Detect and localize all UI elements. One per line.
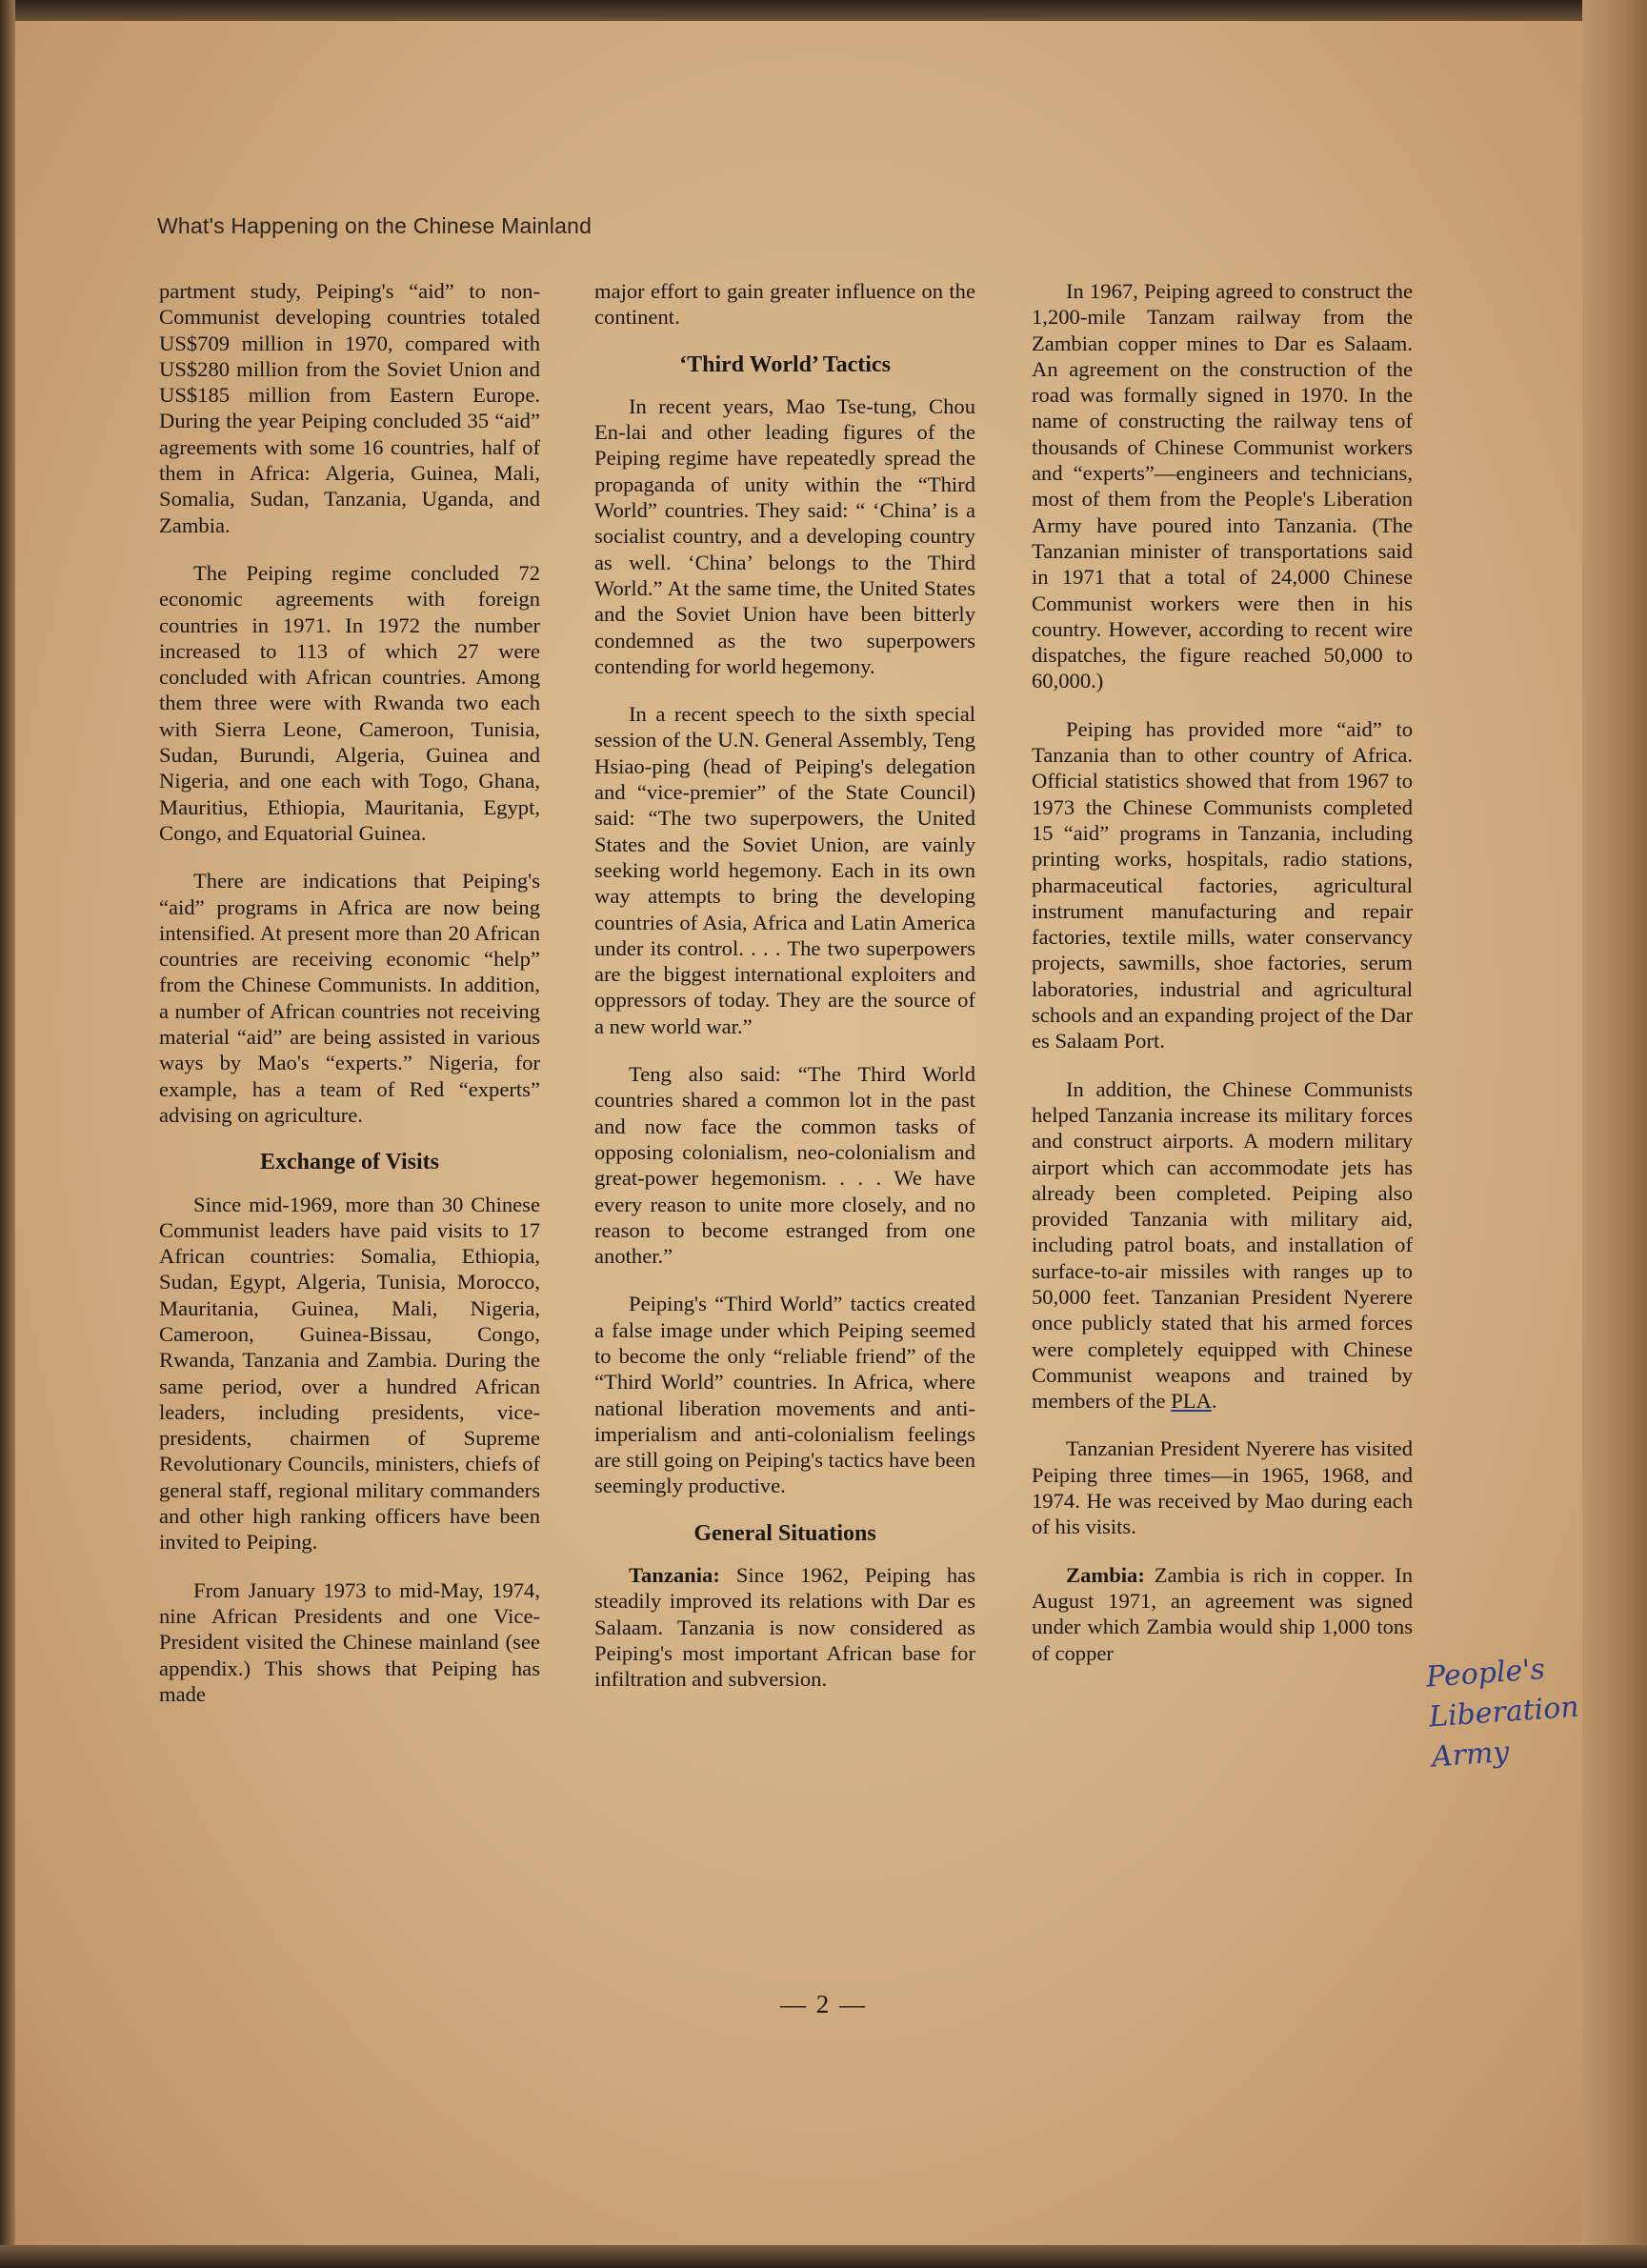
paragraph: In 1967, Peiping agreed to construct the 1,200-mile Tanzam railway from the Zambian copper mines to Dar es Salaam. An agreement on the construction of the road was formally signed in 1970. In the name of constructing the railway tens of thousands of Chinese Communist workers and “experts”—engineers and technicians, most of them from the People's Liberation Army have poured into Tanzania. (The Tanzanian minister of transportations said in 1971 that a total of 24,000 Chinese Communist workers were then in his country. However, according to recent wire dispatches, the figure reached 50,000 to 60,000.)	[1032, 279, 1413, 693]
column-1	[159, 278, 540, 1729]
section-heading: Exchange of Visits	[259, 1150, 439, 1175]
paragraph	[594, 1562, 975, 1692]
handwritten-line: People's	[1425, 1653, 1547, 1695]
section-heading: General Situations	[693, 1520, 876, 1546]
running-head: What's Happening on the Chinese Mainland	[157, 213, 593, 238]
paragraph	[1032, 1076, 1413, 1415]
country-label: Zambia:	[1066, 1562, 1145, 1587]
paragraph: Peiping has provided more “aid” to Tanzania than to other country of Africa. Official statistics showed that from 1967 to 1973 the Chinese Communists completed 15 “aid” programs in Tanzania, including printing works, hospitals, radio stations, pharmaceutical factories, agricultural instrument manufacturing and repair factories, textile mills, water conservancy projects, sawmills, shoe factories, serum laboratories, industrial and agricultural schools and an expanding project of the Dar es Salaam Port.	[1032, 716, 1413, 1054]
paragraph: There are indications that Peiping's “aid” programs in Africa are now being intensified. At present more than 20 African countries are receiving economic “help” from the Chinese Communists. In addition, a number of African countries not receiving material “aid” are being assisted in various ways by Mao's “experts.” Nigeria, for example, has a team of Red “experts” advising on agriculture.	[159, 869, 540, 1127]
page-edge-right	[1582, 0, 1647, 2268]
page-edge-top	[0, 0, 1647, 21]
page-number: — 2 —	[780, 1990, 867, 2018]
pla-abbreviation: PLA	[1171, 1389, 1212, 1414]
paragraph: Tanzanian President Nyerere has visited Peiping three times—in 1965, 1968, and 1974. He was received by Mao during each of his visits.	[1032, 1436, 1413, 1539]
handwritten-line: Liberation	[1427, 1690, 1580, 1735]
paragraph-text: In addition, the Chinese Communists helped Tanzania increase its military forces and construct airports. A modern military airport which can accommodate jets has already been completed. Peiping also provided Tanzania with military aid, including patrol boats, and installation of surface-to-air missiles with ranges up to 50,000 feet. Tanzanian President Nyerere once publicly stated that his armed forces were completely equipped with Chinese Communist weapons and trained by members of the	[1032, 1076, 1413, 1414]
column-2	[594, 278, 975, 1715]
paragraph: Teng also said: “The Third World countries shared a common lot in the past and now face the common tasks of opposing colonialism, neo-colonialism and great-power hegemonism. . . . We have every reason to unite more closely, and no reason to become estranged from one another.”	[594, 1062, 975, 1269]
paragraph: Since mid-1969, more than 30 Chinese Communist leaders have paid visits to 17 African countries: Somalia, Ethiopia, Sudan, Egypt, Algeria, Tunisia, Morocco, Mauritania, Guinea, Mali, Nigeria, Cameroon, Guinea-Bissau, Congo, Rwanda, Tanzania and Zambia. During the same period, over a hundred African leaders, including presidents, vice-presidents, chairmen of Supreme Revolutionary Councils, ministers, chiefs of general staff, regional military commanders and other high ranking officers have been invited to Peiping.	[159, 1192, 540, 1555]
country-label: Tanzania:	[629, 1563, 720, 1588]
paragraph-text: .	[1211, 1389, 1217, 1414]
paragraph: major effort to gain greater influence on the continent.	[594, 279, 975, 330]
page-edge-left	[0, 0, 15, 2268]
paragraph-text: Zambia is rich in copper. In August 1971, an agreement was signed under which Zambia would ship 1,000 tons of copper	[1032, 1562, 1413, 1665]
section-heading: ‘Third World’ Tactics	[679, 351, 891, 377]
column-3	[1032, 278, 1413, 1688]
paragraph: In recent years, Mao Tse-tung, Chou En-lai and other leading figures of the Peiping regime have repeatedly spread the propaganda of unity within the “Third World” countries. They said: “ ‘China’ is a socialist country, and a developing country as well. ‘China’ belongs to the Third World.” At the same time, the United States and the Soviet Union have been bitterly condemned as the two superpowers contending for world hegemony.	[594, 393, 975, 678]
handwritten-annotation	[1425, 1648, 1585, 1778]
paragraph	[1032, 1562, 1413, 1666]
paragraph: partment study, Peiping's “aid” to non-Communist developing countries totaled US$709 million in 1970, compared with US$280 million from the Soviet Union and US$185 million from Eastern Europe. During the year Peiping concluded 35 “aid” agreements with some 16 countries, half of them in Africa: Algeria, Guinea, Mali, Somalia, Sudan, Tanzania, Uganda, and Zambia.	[159, 279, 540, 537]
paragraph-text: Since 1962, Peiping has steadily improved its relations with Dar es Salaam. Tanzania is now considered as Peiping's most important African base for infiltration and subversion.	[594, 1563, 975, 1692]
paragraph: From January 1973 to mid-May, 1974, nine African Presidents and one Vice-President visited the Chinese mainland (see appendix.) This shows that Peiping has made	[159, 1577, 540, 1706]
paragraph: The Peiping regime concluded 72 economic agreements with foreign countries in 1971. In 1972 the number increased to 113 of which 27 were concluded with African countries. Among them three were with Rwanda two each with Sierra Leone, Cameroon, Tunisia, Sudan, Burundi, Algeria, Guinea and Nigeria, and one each with Togo, Ghana, Mauritius, Ethiopia, Mauritania, Egypt, Congo, and Equatorial Guinea.	[159, 560, 540, 845]
page-edge-bottom	[0, 2245, 1647, 2268]
paragraph: In a recent speech to the sixth special session of the U.N. General Assembly, Teng Hsiao-ping (head of Peiping's delegation and “vice-premier” of the State Council) said: “The two superpowers, the United States and the Soviet Union, are vainly seeking world hegemony. Each in its own way attempts to bring the developing countries of Asia, Africa and Latin America under its control. . . . The two superpowers are the biggest international exploiters and oppressors of today. They are the source of a new world war.”	[594, 702, 975, 1038]
handwritten-line: Army	[1430, 1735, 1511, 1775]
paragraph: Peiping's “Third World” tactics created a false image under which Peiping seemed to become the only “reliable friend” of the “Third World” countries. In Africa, where national liberation movements and anti-imperialism and anti-colonialism feelings are still going on Peiping's tactics have been seemingly productive.	[594, 1292, 975, 1498]
